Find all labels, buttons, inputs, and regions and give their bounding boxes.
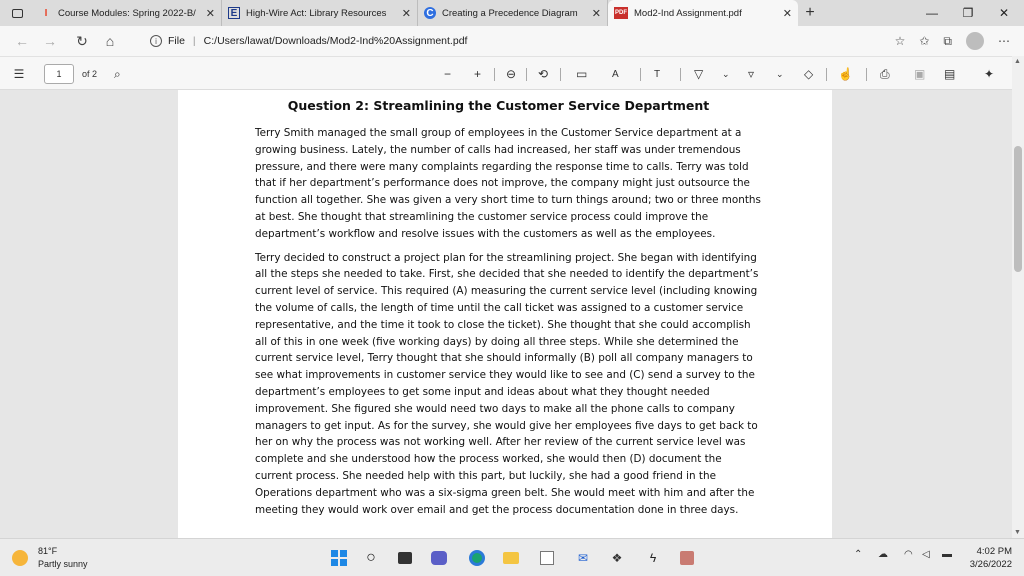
sun-icon bbox=[12, 550, 28, 566]
show-hidden-icons[interactable]: ⌃ bbox=[854, 549, 863, 560]
erase-icon[interactable]: ◇ bbox=[804, 67, 814, 81]
book-icon: E bbox=[228, 7, 240, 19]
question-title: Question 2: Streamlining the Customer Service Department bbox=[287, 98, 710, 113]
tab-library-resources[interactable] bbox=[222, 0, 418, 26]
save-icon[interactable]: ▣ bbox=[914, 67, 926, 81]
search-icon[interactable]: ○ bbox=[366, 549, 376, 566]
back-button[interactable] bbox=[8, 28, 36, 54]
store-icon[interactable] bbox=[536, 547, 558, 569]
tab-precedence-diagram[interactable] bbox=[418, 0, 608, 26]
wifi-icon[interactable]: ◠ bbox=[904, 549, 913, 560]
pdf-page bbox=[178, 90, 832, 538]
c-logo-icon: C bbox=[424, 7, 436, 19]
refresh-icon: ↻ bbox=[76, 32, 88, 49]
volume-icon[interactable]: ◁ bbox=[922, 549, 930, 560]
chevron-down-icon[interactable]: ⌄ bbox=[776, 68, 784, 79]
pdf-viewport[interactable] bbox=[0, 90, 1012, 538]
clock[interactable] bbox=[970, 545, 1012, 571]
browser-toolbar bbox=[895, 30, 1010, 52]
arrow-left-icon: ← bbox=[15, 33, 29, 49]
divider bbox=[640, 68, 641, 81]
add-favorite-icon[interactable]: ☆ bbox=[894, 34, 906, 48]
task-view-icon[interactable] bbox=[394, 547, 416, 569]
temperature: 81°F bbox=[38, 546, 58, 556]
divider bbox=[680, 68, 681, 81]
refresh-button[interactable] bbox=[68, 28, 96, 54]
page-number-input[interactable]: 1 bbox=[44, 64, 74, 84]
dropbox-icon[interactable]: ❖ bbox=[611, 551, 623, 565]
tab-actions-icon bbox=[12, 9, 23, 18]
cloud-icon[interactable]: ☁ bbox=[878, 549, 888, 560]
tab-bar bbox=[0, 0, 1024, 26]
university-icon: I bbox=[44, 7, 48, 19]
vertical-scrollbar[interactable] bbox=[1012, 56, 1024, 538]
rotate-icon[interactable]: ⟲ bbox=[538, 67, 549, 81]
paragraph: Terry decided to construct a project plan for the streamlining project. She began with identifying all the steps she needed to take. First, she decided that she needed to identify the department’s current level of service. This required (A) measuring the current service level (including knowing the volume of calls, the length of time until the call ticket was assigned to a customer service representative, and the time it took to close the ticket). She thought that she could accomplish all of this in one week (five working days) by doing all three steps. While she determined the current service level, Terry thought that she should informally (B) poll all company managers to see what improvements in customer service they would like to see and (C) send a survey to the department’s employees to get some input and ideas about what they thought needed improvement. She figured she would need two days to make all the phone calls to company managers to get input. As for the survey, she would give her employees five days to get back to her on why the process was not working well. After her review of the current service level was complete and she understood how the process worked, she would then (D) document the current process. She needed help with this part, but luckily, she had a good friend in the Operations department who was a six-sigma green belt. She would meet with him and after the meeting they would work over email and get the process documentation done in three days. bbox=[255, 251, 759, 516]
weather-widget[interactable] bbox=[12, 545, 88, 571]
tab-title: High-Wire Act: Library Resources bbox=[246, 7, 387, 19]
new-tab-button[interactable]: + bbox=[805, 4, 815, 21]
url-text: C:/Users/lawat/Downloads/Mod2-Ind%20Assignment.pdf bbox=[203, 35, 468, 47]
tab-actions-button[interactable] bbox=[0, 0, 34, 26]
divider bbox=[866, 68, 867, 81]
url-prefix: File bbox=[168, 35, 185, 47]
minimize-button[interactable]: — bbox=[926, 6, 938, 20]
edge-icon[interactable] bbox=[466, 547, 488, 569]
scroll-up-icon[interactable]: ▲ bbox=[1014, 58, 1021, 65]
contents-icon[interactable]: ☰ bbox=[13, 67, 25, 81]
home-button[interactable] bbox=[96, 28, 124, 54]
tab-title: Creating a Precedence Diagram bbox=[442, 7, 578, 19]
arrow-right-icon: → bbox=[43, 33, 57, 49]
info-icon[interactable]: i bbox=[150, 35, 162, 47]
home-icon: ⌂ bbox=[105, 33, 115, 49]
close-tab-icon[interactable]: ✕ bbox=[782, 7, 792, 20]
tab-title: Mod2-Ind Assignment.pdf bbox=[634, 7, 742, 19]
address-bar bbox=[0, 26, 1024, 56]
favorites-icon[interactable]: ✩ bbox=[919, 34, 930, 48]
page-view-icon[interactable]: ▭ bbox=[576, 67, 588, 81]
print-icon[interactable]: ⎙ bbox=[880, 66, 890, 81]
highlight-icon[interactable]: ▿ bbox=[748, 67, 755, 81]
page-number-wrap bbox=[44, 65, 74, 83]
read-aloud-icon[interactable]: A bbox=[612, 68, 619, 80]
mail-icon[interactable]: ✉ bbox=[577, 551, 589, 565]
date: 3/26/2022 bbox=[969, 559, 1012, 570]
tab-course-modules[interactable] bbox=[34, 0, 222, 26]
divider bbox=[526, 68, 527, 81]
divider bbox=[494, 68, 495, 81]
touch-icon[interactable]: ☝ bbox=[838, 67, 853, 81]
file-explorer-icon[interactable] bbox=[500, 547, 522, 569]
zoom-out-icon[interactable]: − bbox=[444, 67, 452, 81]
tab-assignment-pdf[interactable] bbox=[608, 0, 798, 26]
save-as-icon[interactable]: ▤ bbox=[944, 67, 956, 81]
draw-icon[interactable]: ▽ bbox=[694, 67, 704, 81]
close-tab-icon[interactable]: ✕ bbox=[205, 7, 215, 20]
scroll-down-icon[interactable]: ▼ bbox=[1014, 529, 1021, 536]
divider bbox=[826, 68, 827, 81]
close-tab-icon[interactable]: ✕ bbox=[401, 7, 411, 20]
forward-button[interactable] bbox=[36, 28, 64, 54]
chevron-down-icon[interactable]: ⌄ bbox=[722, 68, 730, 79]
more-icon[interactable]: ⋯ bbox=[998, 34, 1010, 48]
scroll-thumb[interactable] bbox=[1014, 146, 1022, 272]
chat-icon[interactable] bbox=[428, 547, 450, 569]
windows-start-icon[interactable] bbox=[328, 547, 350, 569]
divider bbox=[560, 68, 561, 81]
tab-title: Course Modules: Spring 2022-B/ bbox=[58, 7, 196, 19]
battery-icon[interactable]: ▬ bbox=[942, 549, 952, 560]
url-field[interactable] bbox=[150, 30, 830, 52]
taskbar bbox=[0, 538, 1024, 576]
pdf-icon: PDF bbox=[614, 7, 628, 19]
pin-toolbar-icon[interactable]: ✦ bbox=[984, 67, 995, 81]
project-icon[interactable] bbox=[676, 547, 698, 569]
restore-button[interactable]: ❐ bbox=[962, 6, 974, 20]
zoom-in-icon[interactable]: + bbox=[474, 67, 482, 81]
fit-icon[interactable]: ⊖ bbox=[506, 67, 517, 81]
pdf-toolbar bbox=[0, 56, 1024, 90]
page-count: of 2 bbox=[82, 69, 98, 79]
find-icon[interactable]: ⌕ bbox=[114, 66, 121, 81]
collections-icon[interactable]: ⧉ bbox=[943, 33, 952, 48]
bolt-app-icon[interactable]: ϟ bbox=[649, 551, 657, 565]
time: 4:02 PM bbox=[976, 546, 1012, 557]
paragraph: Terry Smith managed the small group of employees in the Customer Service department at a growing business. Lately, the number of calls had increased, her staff was under tremendous pressure, and there were many complaints regarding the response time to calls. Terry was told that if her department’s performance does not improve, the company might just outsource the function all together. She was given a very short time to turn things around; two or three months at best. She thought that streamlining the customer service process could improve the department’s workflow and resolve issues with the customers as well as the employees. bbox=[255, 127, 761, 240]
avatar[interactable] bbox=[966, 32, 984, 50]
close-tab-icon[interactable]: ✕ bbox=[591, 7, 601, 20]
url-separator: | bbox=[192, 35, 196, 47]
close-window-button[interactable]: ✕ bbox=[998, 6, 1010, 20]
weather-condition: Partly sunny bbox=[38, 559, 88, 569]
text-icon[interactable]: T bbox=[654, 68, 661, 80]
